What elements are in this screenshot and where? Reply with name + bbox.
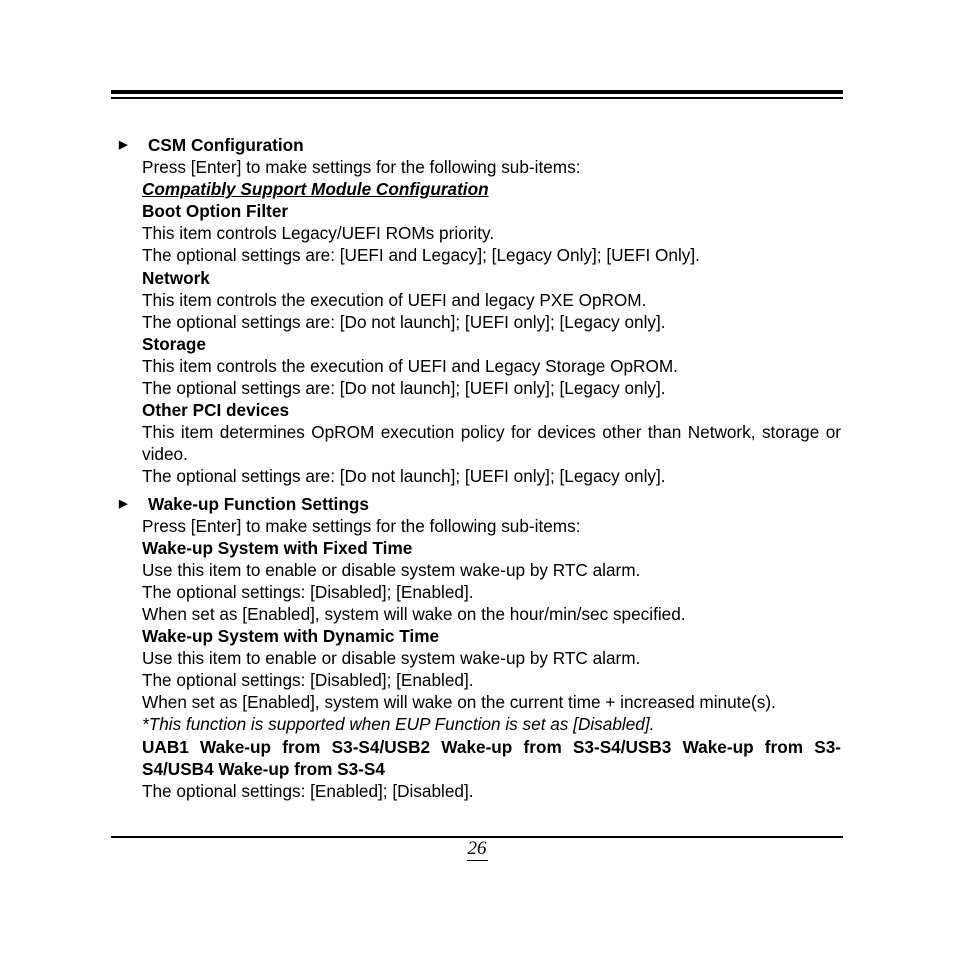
item-name: Wake-up System with Dynamic Time [142,626,440,647]
item-note: When set as [Enabled], system will wake on the hour/min/sec specified. [142,603,686,624]
header-rule-thin [111,97,843,99]
item-options: The optional settings: [Disabled]; [Enabled]. [142,670,474,691]
item-name: Other PCI devices [142,400,290,421]
item-description: Use this item to enable or disable system wake-up by RTC alarm. [142,559,641,580]
section-intro: Press [Enter] to make settings for the following sub-items: [142,157,581,178]
item-description: This item controls Legacy/UEFI ROMs priority. [142,223,495,244]
section-intro: Press [Enter] to make settings for the following sub-items: [142,515,581,536]
item-description: This item determines OpROM execution policy for devices other than Network, storage or video. [142,422,841,465]
header-rule-thick [111,90,843,94]
page-number-text: 26 [467,838,487,859]
item-options: The optional settings are: [Do not launch]; [UEFI only]; [Legacy only]. [142,378,666,399]
item-options: The optional settings: [Enabled]; [Disabled]. [142,780,474,801]
item-description: Use this item to enable or disable system wake-up by RTC alarm. [142,648,641,669]
item-description: This item controls the execution of UEFI and legacy PXE OpROM. [142,289,647,310]
item-options: The optional settings are: [UEFI and Legacy]; [Legacy Only]; [UEFI Only]. [142,245,700,266]
item-name: Storage [142,333,206,354]
item-note: When set as [Enabled], system will wake on the current time + increased minute(s). [142,692,776,713]
item-name: Wake-up System with Fixed Time [142,537,413,558]
item-name: Boot Option Filter [142,201,289,222]
section-subtitle: Compatibly Support Module Configuration [142,179,489,200]
section-title: Wake-up Function Settings [148,493,369,514]
item-options: The optional settings: [Disabled]; [Enabled]. [142,581,474,602]
item-name: UAB1 Wake-up from S3-S4/USB2 Wake-up from S3-S4/USB3 Wake-up from S3-S4/USB4 Wake-up from S3-S4 [142,736,841,779]
item-name: Network [142,267,210,288]
triangle-right-icon: ▶ [119,497,128,510]
item-description: This item controls the execution of UEFI and Legacy Storage OpROM. [142,355,678,376]
page-content [119,134,841,802]
section-title: CSM Configuration [148,135,304,155]
item-options: The optional settings are: [Do not launch]; [UEFI only]; [Legacy only]. [142,311,666,332]
item-options: The optional settings are: [Do not launch]; [UEFI only]; [Legacy only]. [142,466,666,487]
section-csm-configuration [119,134,841,156]
page-number [0,838,954,861]
section-wakeup-function-settings [119,493,841,515]
item-footnote: *This function is supported when EUP Function is set as [Disabled]. [142,714,655,735]
triangle-right-icon: ▶ [119,139,128,151]
